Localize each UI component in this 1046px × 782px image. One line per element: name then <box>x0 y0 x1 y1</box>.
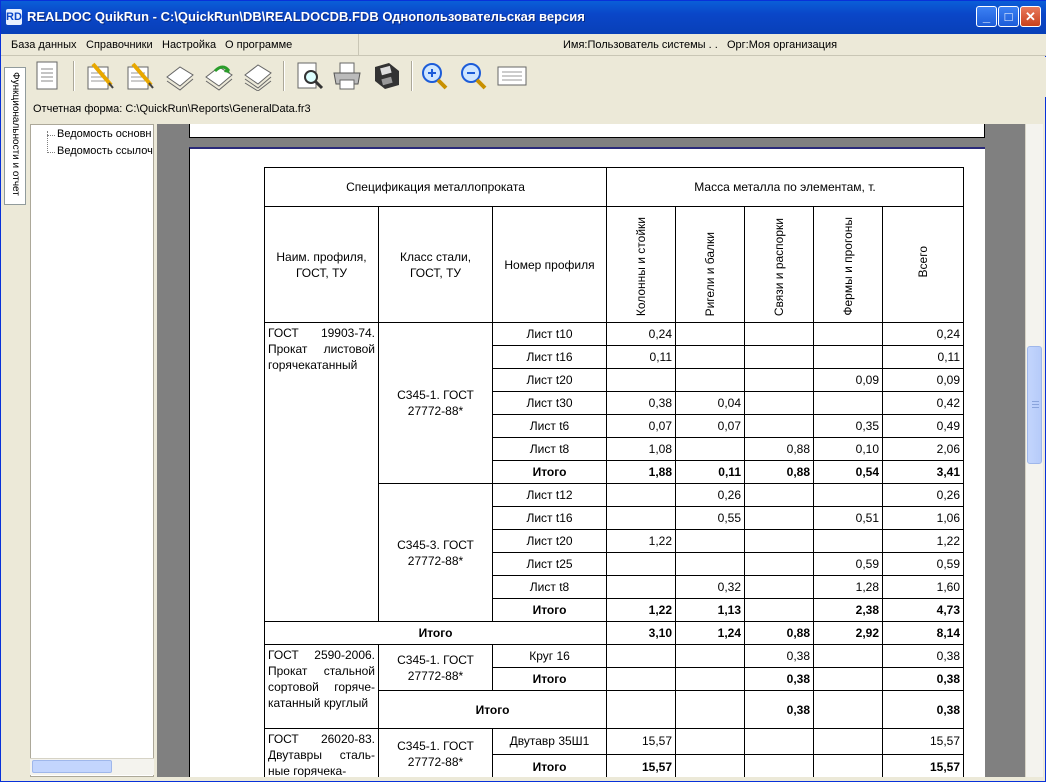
subtotal-value <box>676 668 745 691</box>
col-bracing-cell <box>745 207 814 323</box>
profile-number-cell: Лист t20 <box>493 530 607 553</box>
mass-cell: 0,38 <box>607 392 676 415</box>
mass-cell: 0,04 <box>676 392 745 415</box>
mass-cell <box>745 392 814 415</box>
mass-cell: 0,35 <box>814 415 883 438</box>
organization-name: Орг:Моя организация <box>727 39 838 51</box>
edit-icon[interactable] <box>83 59 117 93</box>
subtotal-label: Итого <box>493 668 607 691</box>
mass-cell <box>814 729 883 755</box>
col-beams-cell <box>676 207 745 323</box>
tree-horizontal-scrollbar[interactable] <box>30 758 154 775</box>
menu-settings[interactable]: Настройка <box>162 39 217 51</box>
user-info-panel <box>358 34 1046 56</box>
subtotal-value <box>676 754 745 777</box>
group-total-value: 2,92 <box>814 622 883 645</box>
mass-cell <box>745 415 814 438</box>
copy-icon[interactable] <box>163 59 197 93</box>
mass-cell: 0,32 <box>676 576 745 599</box>
subtotal-value: 1,22 <box>607 599 676 622</box>
profile-number-cell: Лист t16 <box>493 507 607 530</box>
mass-cell: 0,09 <box>814 369 883 392</box>
mass-cell <box>607 645 676 668</box>
tree-item-report-1[interactable]: Ведомость основн <box>57 128 152 140</box>
mass-cell <box>607 576 676 599</box>
mass-cell <box>676 553 745 576</box>
preview-vertical-scrollbar[interactable] <box>1025 124 1043 777</box>
mass-cell <box>814 645 883 668</box>
profile-cell: ГОСТ 2590-2006. Прокат стальной сортовой горяче-катанный круглый <box>265 645 379 729</box>
subtotal-value <box>607 668 676 691</box>
mass-cell: 1,06 <box>883 507 964 530</box>
table-row <box>265 323 964 346</box>
subtotal-value <box>745 599 814 622</box>
mass-cell: 0,59 <box>883 553 964 576</box>
mass-cell <box>676 645 745 668</box>
subtotal-value: 0,54 <box>814 461 883 484</box>
mass-cell: 0,59 <box>814 553 883 576</box>
tree-line <box>47 135 55 136</box>
close-button[interactable]: ✕ <box>1020 6 1041 27</box>
group-total-value <box>676 691 745 729</box>
window-title: REALDOC QuikRun - C:\QuickRun\DB\REALDOCDB.FDB Однопользовательская версия <box>27 9 585 24</box>
title-bar[interactable] <box>1 1 1046 34</box>
menu-about[interactable]: О программе <box>225 39 293 51</box>
col-number: Номер профиля <box>493 207 607 323</box>
profile-number-cell: Лист t30 <box>493 392 607 415</box>
toolbar-separator <box>411 61 413 91</box>
stack-icon[interactable] <box>241 59 275 93</box>
header-mass: Масса металла по элементам, т. <box>607 168 964 207</box>
tree-line <box>47 152 55 153</box>
group-total-value <box>607 691 676 729</box>
menu-bar <box>1 34 1046 56</box>
tree-item-report-2[interactable]: Ведомость ссылоч <box>57 145 153 157</box>
subtotal-value: 4,73 <box>883 599 964 622</box>
group-total-label: Итого <box>379 691 607 729</box>
document-icon[interactable] <box>30 59 64 93</box>
mass-cell <box>814 346 883 369</box>
minimize-button[interactable]: _ <box>976 6 997 27</box>
zoom-out-icon[interactable] <box>456 59 490 93</box>
subtotal-value: 0,38 <box>883 668 964 691</box>
mass-cell <box>814 530 883 553</box>
subtotal-value: 0,38 <box>745 668 814 691</box>
group-total-value: 0,88 <box>745 622 814 645</box>
edit-clear-icon[interactable] <box>123 59 157 93</box>
report-tree <box>30 124 154 777</box>
user-name: Имя:Пользователь системы . . <box>563 39 718 51</box>
table-row <box>265 729 964 755</box>
mass-cell <box>745 346 814 369</box>
mass-cell: 15,57 <box>883 729 964 755</box>
subtotal-label: Итого <box>493 461 607 484</box>
mass-cell: 0,51 <box>814 507 883 530</box>
group-total-value: 0,38 <box>745 691 814 729</box>
mass-cell: 0,38 <box>745 645 814 668</box>
mass-cell <box>745 553 814 576</box>
subtotal-value: 3,41 <box>883 461 964 484</box>
table-row <box>265 645 964 668</box>
group-total-row <box>265 622 964 645</box>
subtotal-value <box>814 754 883 777</box>
mass-cell: 0,07 <box>607 415 676 438</box>
profile-cell: ГОСТ 26020-83. Двутавры сталь-ные горячека- <box>265 729 379 778</box>
mass-cell <box>814 323 883 346</box>
preview-icon[interactable] <box>293 59 327 93</box>
zoom-in-icon[interactable] <box>417 59 451 93</box>
mass-cell <box>607 507 676 530</box>
page-width-icon[interactable] <box>495 59 529 93</box>
subtotal-value: 0,88 <box>745 461 814 484</box>
profile-number-cell: Круг 16 <box>493 645 607 668</box>
col-total: Всего <box>916 245 930 278</box>
mass-cell: 0,11 <box>883 346 964 369</box>
mass-cell <box>607 484 676 507</box>
subtotal-value: 2,38 <box>814 599 883 622</box>
mass-cell <box>745 369 814 392</box>
report-form-path: Отчетная форма: C:\QuickRun\Reports\GeneralData.fr3 <box>33 103 311 115</box>
mass-cell: 0,42 <box>883 392 964 415</box>
report-page <box>189 147 985 777</box>
steel-cell: С345-1. ГОСТ 27772-88* <box>379 729 493 778</box>
mass-cell: 1,22 <box>607 530 676 553</box>
mass-cell: 0,26 <box>676 484 745 507</box>
mass-cell: 0,07 <box>676 415 745 438</box>
mass-cell <box>676 530 745 553</box>
mass-cell <box>814 392 883 415</box>
mass-cell: 1,22 <box>883 530 964 553</box>
group-total-value: 3,10 <box>607 622 676 645</box>
mass-cell: 1,28 <box>814 576 883 599</box>
profile-number-cell: Лист t8 <box>493 576 607 599</box>
mass-cell: 0,11 <box>607 346 676 369</box>
steel-cell: С345-3. ГОСТ 27772-88* <box>379 484 493 622</box>
subtotal-label: Итого <box>493 754 607 777</box>
steel-cell: С345-1. ГОСТ 27772-88* <box>379 323 493 484</box>
subtotal-value: 1,88 <box>607 461 676 484</box>
mass-cell: 0,09 <box>883 369 964 392</box>
toolbar-separator <box>283 61 285 91</box>
mass-cell <box>676 369 745 392</box>
profile-number-cell: Лист t16 <box>493 346 607 369</box>
toolbar-separator <box>73 61 75 91</box>
steel-cell: С345-1. ГОСТ 27772-88* <box>379 645 493 691</box>
previous-page <box>189 124 985 138</box>
metal-spec-table <box>264 167 964 777</box>
subtotal-value: 15,57 <box>883 754 964 777</box>
col-total-cell <box>883 207 964 323</box>
mass-cell <box>745 530 814 553</box>
subtotal-label: Итого <box>493 599 607 622</box>
subtotal-value <box>814 668 883 691</box>
col-beams: Ригели и балки <box>703 231 717 316</box>
scrollbar-thumb[interactable] <box>1027 346 1042 464</box>
col-trusses: Фермы и прогоны <box>841 217 855 316</box>
mass-cell <box>676 729 745 755</box>
mass-cell <box>745 484 814 507</box>
col-trusses-cell <box>814 207 883 323</box>
maximize-button[interactable]: □ <box>998 6 1019 27</box>
mass-cell: 0,10 <box>814 438 883 461</box>
mass-cell: 2,06 <box>883 438 964 461</box>
header-spec: Спецификация металлопроката <box>265 168 607 207</box>
col-columns: Колонны и стойки <box>634 216 648 316</box>
mass-cell: 0,88 <box>745 438 814 461</box>
mass-cell <box>745 576 814 599</box>
scrollbar-thumb[interactable] <box>32 760 112 773</box>
mass-cell: 0,49 <box>883 415 964 438</box>
mass-cell <box>814 484 883 507</box>
mass-cell: 0,26 <box>883 484 964 507</box>
mass-cell <box>676 438 745 461</box>
profile-cell: ГОСТ 19903-74. Прокат листовой горячекатанный <box>265 323 379 622</box>
subtotal-value: 15,57 <box>607 754 676 777</box>
mass-cell <box>676 346 745 369</box>
mass-cell: 0,38 <box>883 645 964 668</box>
mass-cell: 1,60 <box>883 576 964 599</box>
mass-cell <box>745 729 814 755</box>
subtotal-value <box>745 754 814 777</box>
profile-number-cell: Двутавр 35Ш1 <box>493 729 607 755</box>
save-icon[interactable] <box>369 59 403 93</box>
profile-number-cell: Лист t6 <box>493 415 607 438</box>
app-logo-icon: RD <box>6 11 22 23</box>
menu-database[interactable]: База данных <box>11 39 77 51</box>
print-icon[interactable] <box>330 59 364 93</box>
mass-cell <box>607 553 676 576</box>
mass-cell: 15,57 <box>607 729 676 755</box>
mass-cell: 0,24 <box>607 323 676 346</box>
col-bracing: Связи и распорки <box>772 217 786 316</box>
subtotal-value: 0,11 <box>676 461 745 484</box>
col-profile: Наим. профиля, ГОСТ, ТУ <box>265 207 379 323</box>
group-total-value <box>814 691 883 729</box>
group-total-value: 0,38 <box>883 691 964 729</box>
mass-cell: 0,55 <box>676 507 745 530</box>
col-columns-cell <box>607 207 676 323</box>
profile-number-cell: Лист t10 <box>493 323 607 346</box>
profile-number-cell: Лист t12 <box>493 484 607 507</box>
mass-cell: 1,08 <box>607 438 676 461</box>
group-total-value: 8,14 <box>883 622 964 645</box>
profile-number-cell: Лист t25 <box>493 553 607 576</box>
mass-cell: 0,24 <box>883 323 964 346</box>
menu-references[interactable]: Справочники <box>86 39 153 51</box>
mass-cell <box>745 323 814 346</box>
undo-icon[interactable] <box>202 59 236 93</box>
group-total-value: 1,24 <box>676 622 745 645</box>
mass-cell <box>745 507 814 530</box>
mass-cell <box>607 369 676 392</box>
mass-cell <box>676 323 745 346</box>
toolbar <box>1 57 1046 97</box>
profile-number-cell: Лист t8 <box>493 438 607 461</box>
group-total-label: Итого <box>265 622 607 645</box>
report-preview-area <box>157 124 1025 777</box>
subtotal-value: 1,13 <box>676 599 745 622</box>
col-steel: Класс стали, ГОСТ, ТУ <box>379 207 493 323</box>
side-tab-functions[interactable]: Функциональности и отчет <box>4 67 26 205</box>
profile-number-cell: Лист t20 <box>493 369 607 392</box>
